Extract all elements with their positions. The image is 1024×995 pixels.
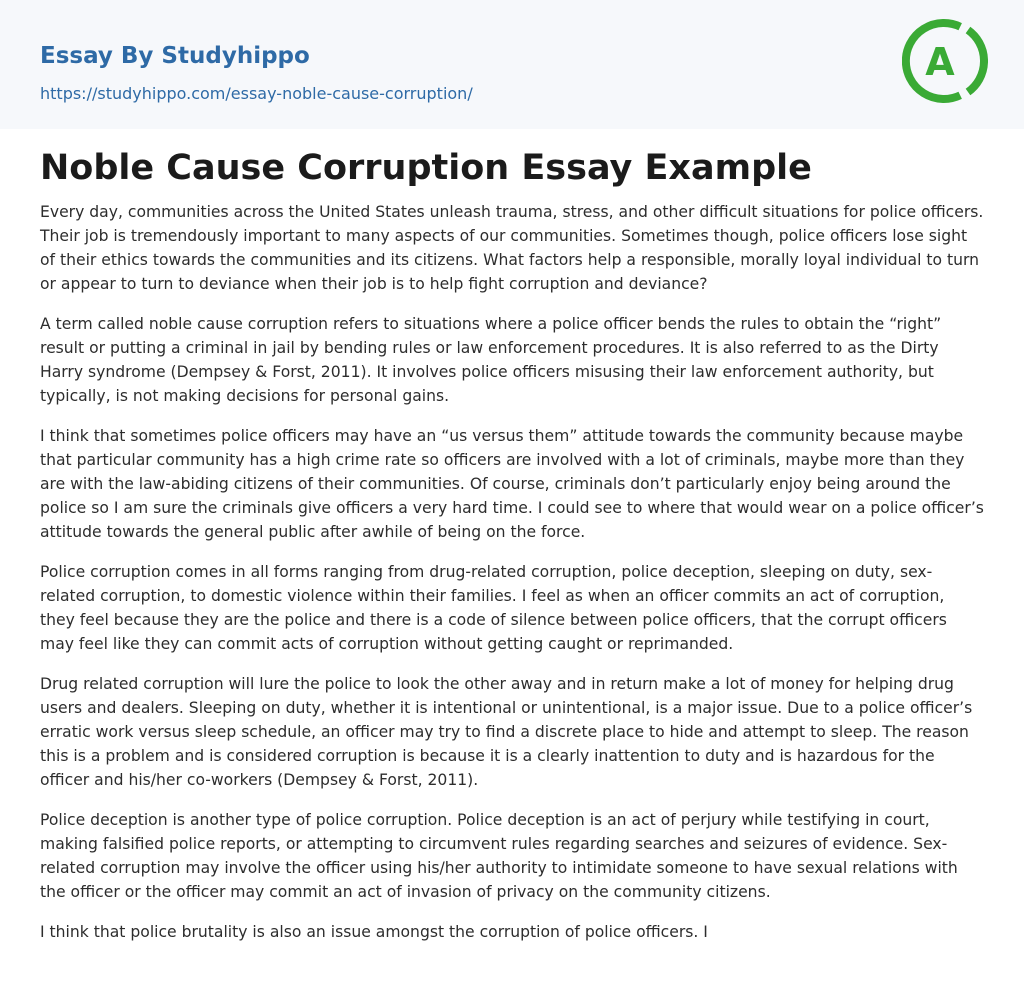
paragraph-7: I think that police brutality is also an issue amongst the corruption of police officers. I: [40, 923, 708, 941]
logo-ring-icon: [902, 18, 988, 104]
page-title: Noble Cause Corruption Essay Example: [40, 148, 812, 188]
paragraph-4: Police corruption comes in all forms ranging from drug-related corruption, police deception, sleeping on duty, sex-related corruption, to domestic violence within their families. I feel as when an officer commits an act of corruption, they feel because they are the police and there is a code of silence between police officers, that the corrupt officers may feel like they can commit acts of corruption without getting caught or reprimanded.: [40, 563, 947, 653]
site-header: [0, 0, 1024, 129]
studyhippo-logo[interactable]: [902, 18, 988, 104]
article: [40, 143, 984, 960]
paragraph-6: Police deception is another type of police corruption. Police deception is an act of perjury while testifying in court, making falsified police reports, or attempting to circumvent rules regarding searches and seizures of evidence. Sex-related corruption may involve the officer using his/her authority to intimidate someone to have sexual relations with the officer or the officer may commit an act of invasion of privacy on the community citizens.: [40, 811, 958, 901]
paragraph-2: A term called noble cause corruption refers to situations where a police officer bends the rules to obtain the “right” result or putting a criminal in jail by bending rules or law enforcement procedures. It is also referred to as the Dirty Harry syndrome (Dempsey & Forst, 2011). It involves police officers misusing their law enforcement authority, but typically, is not making decisions for personal gains.: [40, 315, 942, 405]
paragraph-3: I think that sometimes police officers may have an “us versus them” attitude towards the community because maybe that particular community has a high crime rate so officers are involved with a lot of criminals, maybe more than they are with the law-abiding citizens of their communities. Of course, criminals don’t particularly enjoy being around the police so I am sure the criminals give officers a very hard time. I could see to where that would wear on a police officer’s attitude towards the general public after awhile of being on the force.: [40, 427, 984, 541]
logo-letter: A: [925, 40, 955, 84]
paragraph-1: Every day, communities across the United States unleash trauma, stress, and other difficult situations for police officers. Their job is tremendously important to many aspects of our communities. Sometimes though, police officers lose sight of their ethics towards the communities and its citizens. What factors help a responsible, morally loyal individual to turn or appear to turn to deviance when their job is to help fight corruption and deviance?: [40, 203, 984, 293]
site-title[interactable]: Essay By Studyhippo: [40, 43, 310, 69]
essay-url-link[interactable]: https://studyhippo.com/essay-noble-cause-corruption/: [40, 84, 473, 103]
paragraph-5: Drug related corruption will lure the police to look the other away and in return make a lot of money for helping drug users and dealers. Sleeping on duty, whether it is intentional or unintentional, is a major issue. Due to a police officer’s erratic work versus sleep schedule, an officer may try to find a discrete place to hide and attempt to sleep. The reason this is a problem and is considered corruption is because it is a clearly inattention to duty and is hazardous for the officer and his/her co-workers (Dempsey & Forst, 2011).: [40, 675, 973, 789]
